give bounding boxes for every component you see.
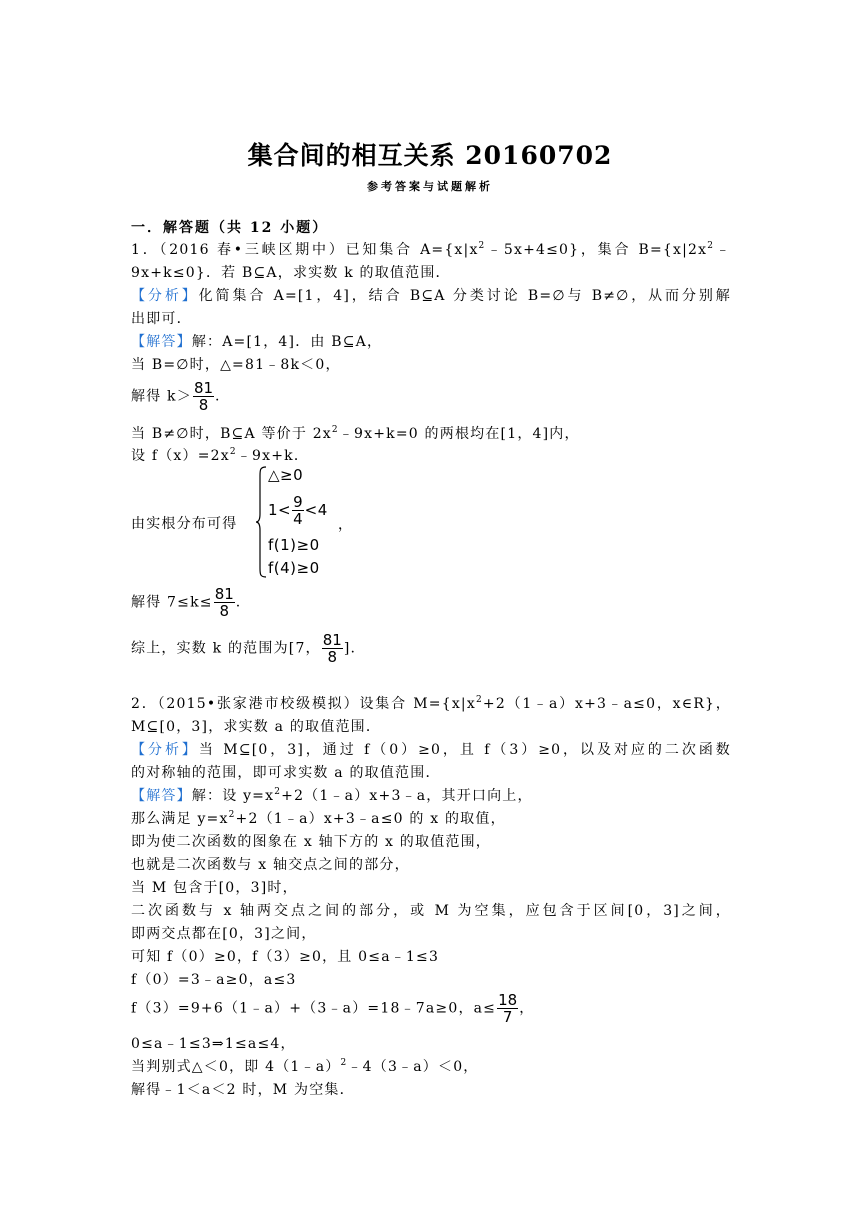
q1-analysis-line1: 【分析】化简集合 A=[1，4]，结合 B⊆A 分类讨论 B=∅与 B≠∅，从而分别解 xyxy=(131,288,731,304)
analysis-tag: 【分析】 xyxy=(131,742,199,758)
q2-answer-line11: 0≤a﹣1≤3⇒1≤a≤4， xyxy=(131,1036,296,1052)
q1-case2: 当 B≠∅时，B⊆A 等价于 $2x^2﹣9x+k=0$ 的两根均在[1，4]内， xyxy=(131,425,580,442)
q1-distribution-label: 由实根分布可得 xyxy=(131,516,238,532)
q2-answer-line1: 【解答】解：设 $y=x^2+2(1﹣a)x+3﹣a$，其开口向上， xyxy=(131,787,533,804)
q1-case1: 当 B=∅时，△=81﹣8k＜0， xyxy=(131,357,341,373)
q2-answer-line13: 解得﹣1＜a＜2 时，M 为空集． xyxy=(131,1082,355,1098)
system-line-2: 1< $\frac{9}{4}$ <4 xyxy=(268,493,328,528)
fraction-9-4: $\frac{9}{4}$ xyxy=(293,493,303,528)
q2-analysis-line2: 的对称轴的范围，即可求实数 a 的取值范围． xyxy=(131,765,441,781)
system-line-4: f(4)≥0 xyxy=(268,559,320,577)
answer-tag: 【解答】 xyxy=(131,788,192,804)
system-comma: ， xyxy=(338,517,353,533)
q1-solve2: 解得 7≤k≤ $\frac{81}{8}$ . xyxy=(131,585,242,620)
q2-answer-line12: 当判别式△＜0，即 4（1﹣a）$^2$﹣4（3﹣a）＜0， xyxy=(131,1058,479,1075)
page-title: 集合间的相互关系 20160702 xyxy=(247,141,613,170)
q1-statement-line2: 9x+k≤0}．若 B⊆A，求实数 k 的取值范围． xyxy=(131,265,451,281)
q2-answer-line4: 也就是二次函数与 x 轴交点之间的部分， xyxy=(131,857,410,873)
analysis-tag: 【分析】 xyxy=(131,288,199,304)
q1-answer-line1: 【解答】解：A=[1，4]．由 B⊆A， xyxy=(131,334,383,350)
system-line-3: f(1)≥0 xyxy=(268,536,320,554)
q1-conclusion: 综上，实数 k 的范围为[7， $\frac{81}{8}$ ]. xyxy=(131,631,357,666)
page-subtitle: 参考答案与试题解析 xyxy=(367,180,493,193)
q2-analysis-line1: 【分析】当 M⊆[0，3]，通过 f（0）≥0，且 f（3）≥0，以及对应的二次函数 xyxy=(131,742,731,758)
system-line-1: △≥0 xyxy=(268,466,304,484)
q2-statement-line1: 2．（2015•张家港市校级模拟）设集合 $M=\{x|x^2+2(1﹣a)x+3﹣a\le 0$，x∈R}， xyxy=(131,695,732,712)
system-brace-icon xyxy=(255,466,267,578)
answer-tag: 【解答】 xyxy=(131,334,192,350)
q1-define-f: 设 $f(x)=2x^2﹣9x+k$． xyxy=(131,447,310,464)
fraction-81-8: $\frac{81}{8}$ xyxy=(214,585,234,620)
q2-answer-line2: 那么满足 $y=x^2+2(1﹣a)x+3﹣a\le 0$ 的 x 的取值， xyxy=(131,810,506,827)
q1-solve1: 解得 k＞ $\frac{81}{8}$ . xyxy=(131,379,221,414)
q2-answer-line5: 当 M 包含于[0，3]时， xyxy=(131,880,298,896)
fraction-81-8: $\frac{81}{8}$ xyxy=(322,631,342,666)
q2-answer-line3: 即为使二次函数的图象在 x 轴下方的 x 的取值范围， xyxy=(131,834,491,850)
q2-statement-line2: M⊆[0，3]，求实数 a 的取值范围． xyxy=(131,719,382,735)
fraction-81-8: $\frac{81}{8}$ xyxy=(193,379,214,414)
q2-answer-line8: 可知 f（0）≥0，f（3）≥0，且 0≤a﹣1≤3 xyxy=(131,949,440,965)
q2-answer-line6: 二次函数与 x 轴两交点之间的部分，或 M 为空集，应包含于区间[0，3]之间， xyxy=(131,903,731,919)
q1-statement-line1: 1．（2016 春•三峡区期中）已知集合 $A=\{x|x^2﹣5x+4\le 0\}$，集合 $B=\{x|2x^2﹣$ xyxy=(131,241,732,258)
q2-answer-line10: f（3）=9+6（1﹣a）+（3﹣a）=18﹣7a≥0，a≤ $\frac{18}{7}$ ， xyxy=(131,991,535,1026)
q2-answer-line9: f（0）=3﹣a≥0，a≤3 xyxy=(131,972,297,988)
section-heading: 一．解答题（共 12 小题） xyxy=(131,220,329,236)
fraction-18-7: $\frac{18}{7}$ xyxy=(498,991,518,1026)
q2-answer-line7: 即两交点都在[0，3]之间， xyxy=(131,926,317,942)
q1-analysis-line2: 出即可． xyxy=(131,311,192,327)
